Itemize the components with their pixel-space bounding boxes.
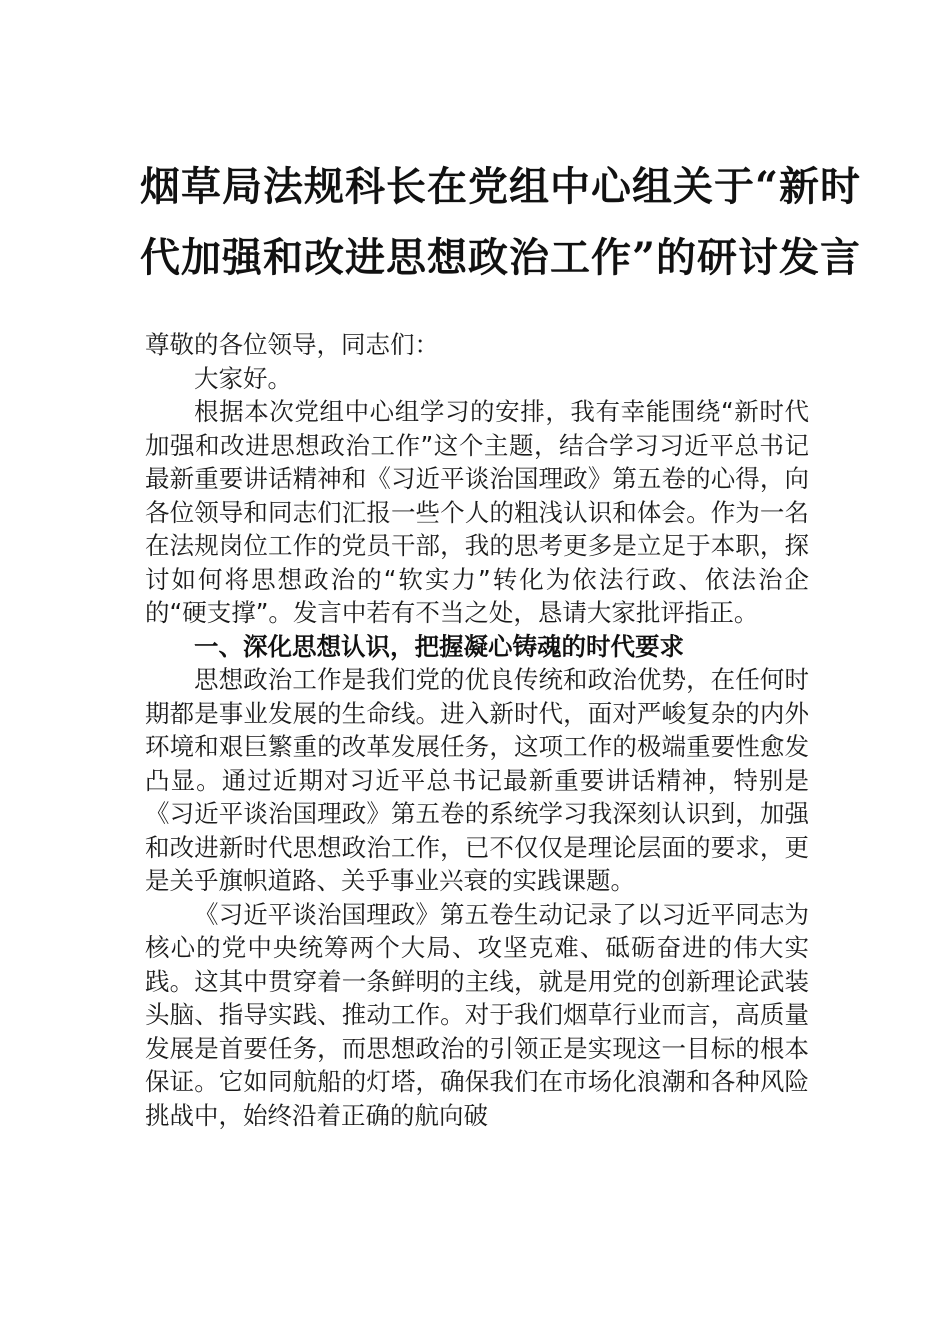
section-1-paragraph-2: 《习近平谈治国理政》第五卷生动记录了以习近平同志为核心的党中央统筹两个大局、攻坚克难、砥砺奋进的伟大实践。这其中贯穿着一条鲜明的主线，就是用党的创新理论武装头脑、指导实践、推动工作。对于我们烟草行业而言，高质量发展是首要任务，而思想政治的引领正是实现这一目标的根本保证。它如同航船的灯塔，确保我们在市场化浪潮和各种风险挑战中，始终沿着正确的航向破 xyxy=(145,899,809,1130)
document-title-line-2: 代加强和改进思想政治工作”的研讨发言 xyxy=(140,234,862,281)
document-body xyxy=(145,328,809,1132)
salutation: 尊敬的各位领导，同志们： xyxy=(145,330,439,359)
section-1-paragraph-1: 思想政治工作是我们党的优良传统和政治优势，在任何时期都是事业发展的生命线。进入新时代，面对严峻复杂的内外环境和艰巨繁重的改革发展任务，这项工作的极端重要性愈发凸显。通过近期对习近平总书记最新重要讲话精神，特别是《习近平谈治国理政》第五卷的系统学习我深刻认识到，加强和改进新时代思想政治工作，已不仅仅是理论层面的要求，更是关乎旗帜道路、关乎事业兴衰的实践课题。 xyxy=(145,665,809,895)
document-title-line-1: 烟草局法规科长在党组中心组关于“新时 xyxy=(140,163,862,210)
section-heading-1: 一、深化思想认识，把握凝心铸魂的时代要求 xyxy=(194,631,684,661)
intro-paragraph: 根据本次党组中心组学习的安排，我有幸能围绕“新时代加强和改进思想政治工作”这个主题，结合学习习近平总书记最新重要讲话精神和《习近平谈治国理政》第五卷的心得，向各位领导和同志们汇报一些个人的粗浅认识和体会。作为一名在法规岗位工作的党员干部，我的思考更多是立足于本职，探讨如何将思想政治的“软实力”转化为依法行政、依法治企的“硬支撑”。发言中若有不当之处，恳请大家批评指正。 xyxy=(145,397,809,627)
greeting: 大家好。 xyxy=(194,363,292,393)
